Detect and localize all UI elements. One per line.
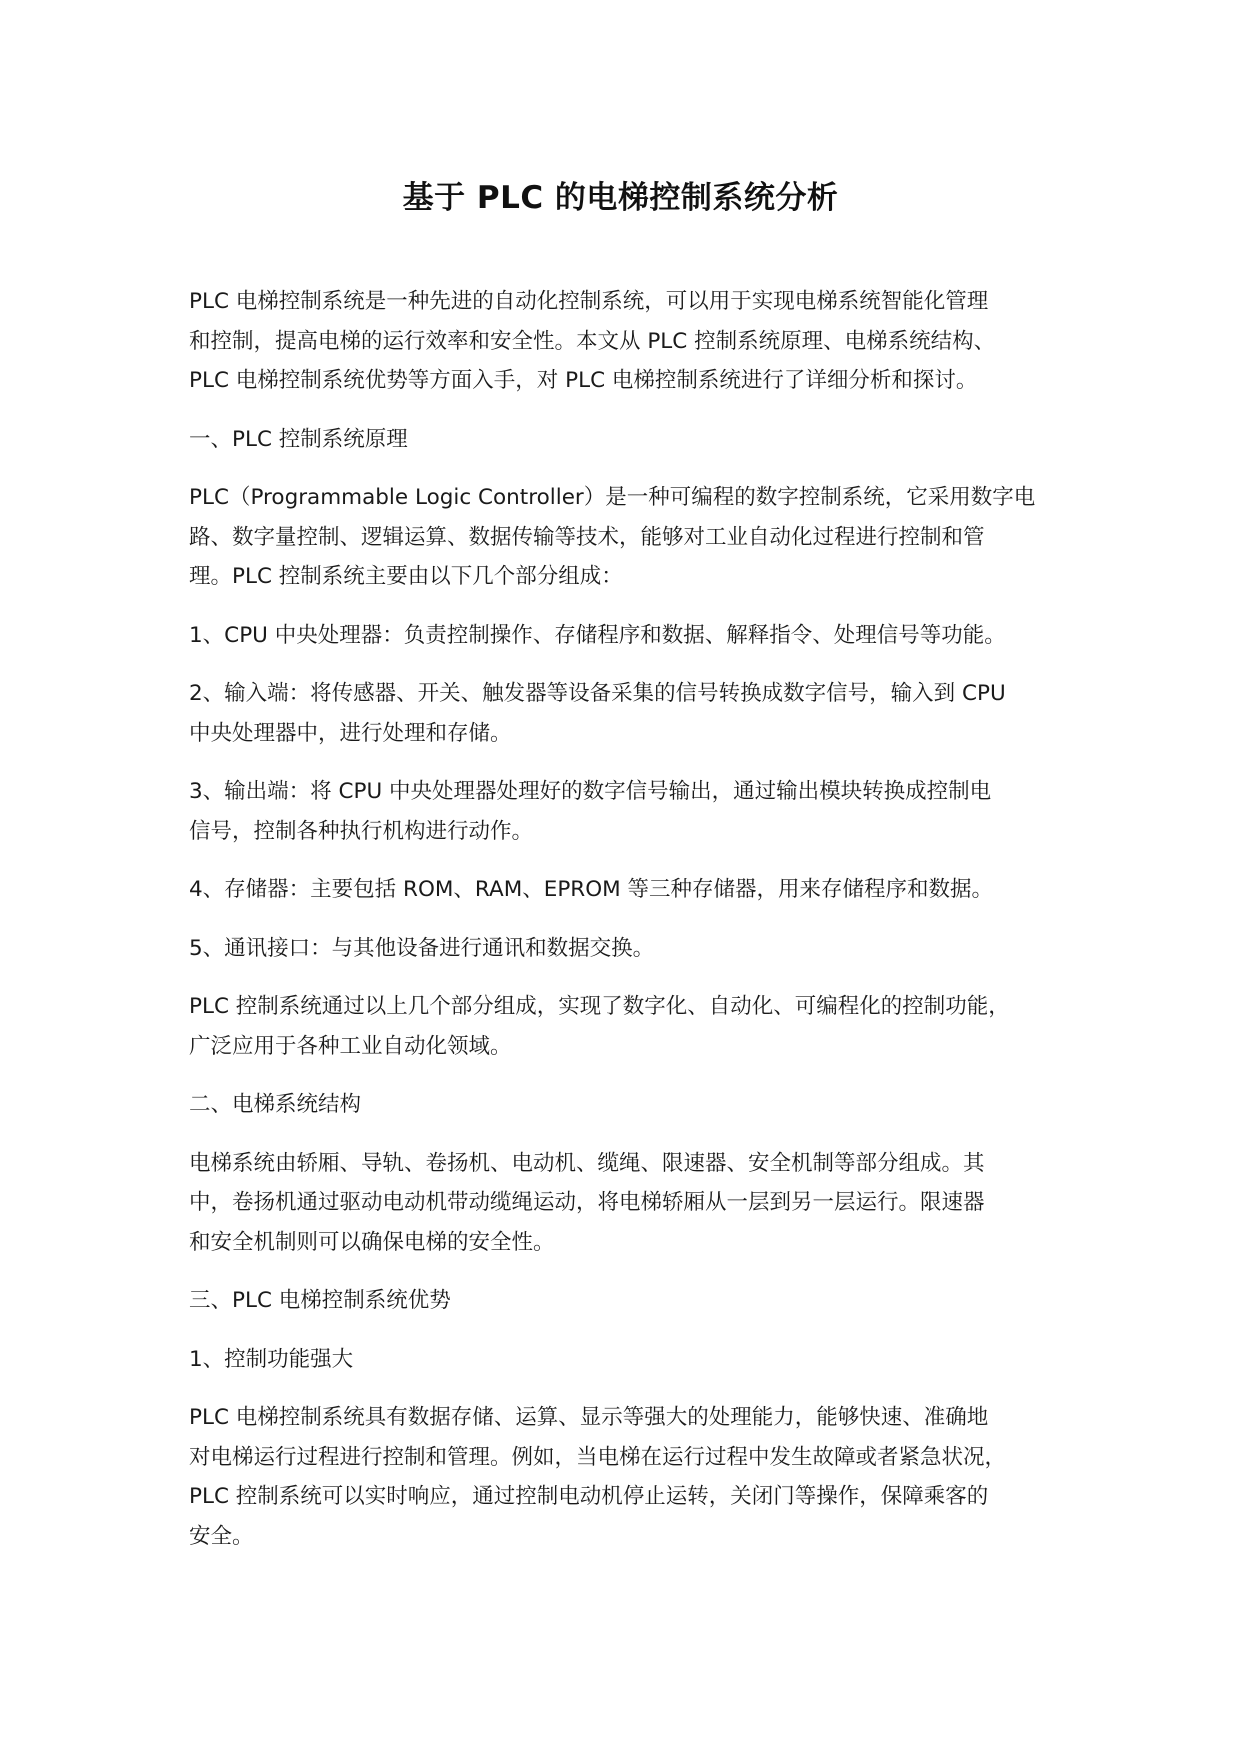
text-line: PLC 电梯控制系统是一种先进的自动化控制系统，可以用于实现电梯系统智能化管理	[189, 289, 989, 314]
text-line: 三、PLC 电梯控制系统优势	[189, 1288, 451, 1313]
text-line: 3、输出端：将 CPU 中央处理器处理好的数字信号输出，通过输出模块转换成控制电	[189, 779, 992, 804]
plc-summary-paragraph	[189, 987, 1079, 1066]
text-line: 一、PLC 控制系统原理	[189, 426, 408, 452]
text-line: PLC（Programmable Logic Controller）是一种可编程的数字控制系统，它采用数字电	[189, 485, 1036, 510]
subheading-advantage-1	[189, 1340, 1079, 1380]
intro-paragraph	[189, 282, 1079, 401]
list-item-output	[189, 772, 1079, 851]
plc-definition-paragraph	[189, 478, 1079, 597]
text-line: 对电梯运行过程进行控制和管理。例如，当电梯在运行过程中发生故障或者紧急状况，	[189, 1444, 1007, 1470]
text-line: 广泛应用于各种工业自动化领域。	[189, 1033, 512, 1059]
text-line: 电梯系统由轿厢、导轨、卷扬机、电动机、缆绳、限速器、安全机制等部分组成。其	[189, 1150, 985, 1176]
text-line: PLC 电梯控制系统具有数据存储、运算、显示等强大的处理能力，能够快速、准确地	[189, 1405, 989, 1430]
text-line: 二、电梯系统结构	[189, 1092, 362, 1117]
text-line: 和安全机制则可以确保电梯的安全性。	[189, 1229, 555, 1255]
text-line: 5、通讯接口：与其他设备进行通讯和数据交换。	[189, 935, 655, 961]
text-line: 2、输入端：将传感器、开关、触发器等设备采集的信号转换成数字信号，输入到 CPU	[189, 681, 1006, 706]
text-line: 安全。	[189, 1523, 254, 1549]
list-item-cpu	[189, 616, 1079, 656]
text-line: 信号，控制各种执行机构进行动作。	[189, 818, 534, 844]
text-line: 1、控制功能强大	[189, 1346, 354, 1372]
text-line: 1、CPU 中央处理器：负责控制操作、存储程序和数据、解释指令、处理信号等功能。	[189, 622, 1006, 648]
elevator-structure-paragraph	[189, 1144, 1079, 1263]
text-line: 理。PLC 控制系统主要由以下几个部分组成：	[189, 564, 623, 589]
text-line: PLC 电梯控制系统优势等方面入手，对 PLC 电梯控制系统进行了详细分析和探讨。	[189, 368, 978, 393]
text-line: 和控制，提高电梯的运行效率和安全性。本文从 PLC 控制系统原理、电梯系统结构、	[189, 328, 996, 354]
text-line: PLC 控制系统可以实时响应，通过控制电动机停止运转，关闭门等操作，保障乘客的	[189, 1484, 989, 1509]
section-heading-1	[189, 420, 1079, 460]
list-item-input	[189, 674, 1079, 753]
text-line: 中，卷扬机通过驱动电动机带动缆绳运动，将电梯轿厢从一层到另一层运行。限速器	[189, 1190, 985, 1215]
text-line: 中央处理器中，进行处理和存储。	[189, 720, 512, 746]
document-title: 基于 PLC 的电梯控制系统分析	[402, 180, 839, 216]
text-line: 4、存储器：主要包括 ROM、RAM、EPROM 等三种存储器，用来存储程序和数据。	[189, 877, 994, 902]
list-item-memory	[189, 870, 1079, 910]
list-item-communication	[189, 929, 1079, 969]
section-heading-2	[189, 1085, 1079, 1125]
document-body	[189, 282, 1079, 1575]
section-heading-3	[189, 1281, 1079, 1321]
advantage-1-paragraph	[189, 1398, 1079, 1556]
text-line: 路、数字量控制、逻辑运算、数据传输等技术，能够对工业自动化过程进行控制和管	[189, 524, 985, 550]
text-line: PLC 控制系统通过以上几个部分组成，实现了数字化、自动化、可编程化的控制功能，	[189, 994, 1010, 1019]
